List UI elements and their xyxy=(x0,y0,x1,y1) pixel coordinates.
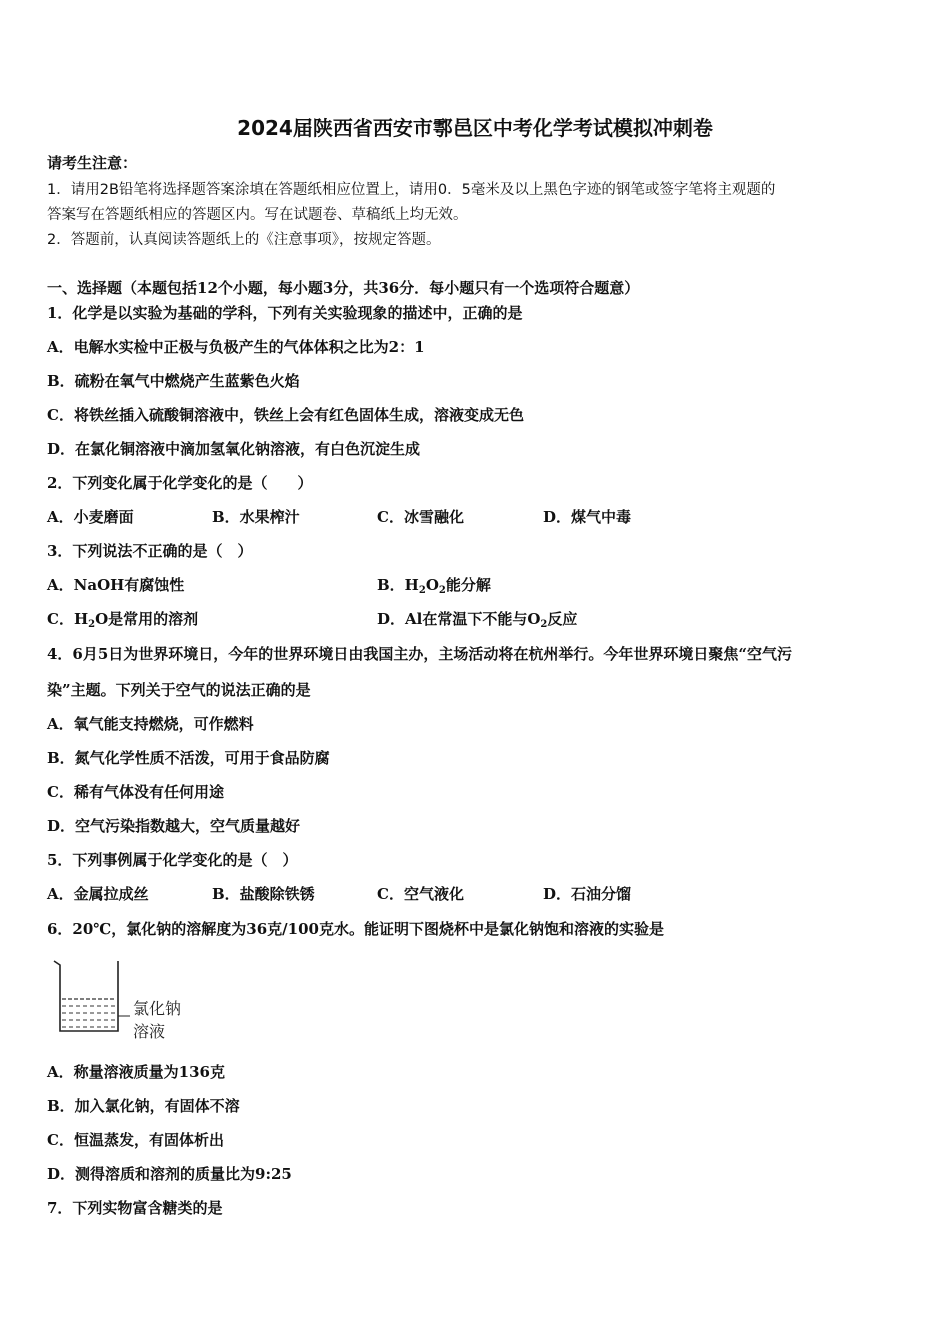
q3-option-d: D．Al在常温下不能与$O_2$反应 xyxy=(377,610,578,630)
q5-option-b: B．盐酸除铁锈 xyxy=(212,885,315,903)
q5-option-c: C．空气液化 xyxy=(377,885,464,903)
q4-stem-line1: 4．6月5日为世界环境日，今年的世界环境日由我国主办，主场活动将在杭州举行。今年世界环境日聚焦“空气污 xyxy=(47,645,792,663)
beaker-label-1: 氯化钠 xyxy=(133,999,182,1018)
notice-line-2: 2．答题前，认真阅读答题纸上的《注意事项》，按规定答题。 xyxy=(47,232,441,248)
q6-option-c: C．恒温蒸发，有固体析出 xyxy=(47,1131,224,1149)
q5-stem: 5．下列事例属于化学变化的是（ ） xyxy=(47,851,298,869)
section-heading: 一、选择题（本题包括12个小题，每小题3分，共36分．每小题只有一个选项符合题意） xyxy=(47,279,640,297)
q2-option-a: A．小麦磨面 xyxy=(47,508,134,526)
q1-option-d: D．在氯化铜溶液中滴加氢氧化钠溶液，有白色沉淀生成 xyxy=(47,440,421,458)
notice-line-1a: 1．请用2B铅笔将选择题答案涂填在答题纸相应位置上，请用0．5毫米及以上黑色字迹的钢笔或签字笔将主观题的 xyxy=(47,182,776,198)
q7-stem: 7．下列实物富含糖类的是 xyxy=(47,1199,223,1217)
q4-option-d: D．空气污染指数越大，空气质量越好 xyxy=(47,817,301,835)
q5-option-a: A．金属拉成丝 xyxy=(47,885,149,903)
q1-stem: 1．化学是以实验为基础的学科，下列有关实验现象的描述中，正确的是 xyxy=(47,304,523,322)
q6-option-a: A．称量溶液质量为136克 xyxy=(47,1063,225,1081)
exam-title: 2024届陕西省西安市鄠邑区中考化学考试模拟冲刺卷 xyxy=(237,116,713,140)
q2-stem: 2．下列变化属于化学变化的是（ ） xyxy=(47,474,313,492)
q3-option-b: B．$H_2O_2$能分解 xyxy=(377,576,491,596)
q2-option-d: D．煤气中毒 xyxy=(543,508,632,526)
q6-option-b: B．加入氯化钠，有固体不溶 xyxy=(47,1097,240,1115)
q5-option-d: D．石油分馏 xyxy=(543,885,632,903)
q6-stem: 6．20℃，氯化钠的溶解度为36克/100克水。能证明下图烧杯中是氯化钠饱和溶液的实验是 xyxy=(47,920,664,938)
q2-option-c: C．冰雪融化 xyxy=(377,508,464,526)
notice-heading: 请考生注意： xyxy=(47,154,138,172)
q4-stem-line2: 染”主题。下列关于空气的说法正确的是 xyxy=(47,681,311,699)
q4-option-a: A．氧气能支持燃烧，可作燃料 xyxy=(47,715,254,733)
beaker-figure xyxy=(48,955,133,1037)
q3-option-c: C．$H_2O$是常用的溶剂 xyxy=(47,610,199,630)
q4-option-b: B．氮气化学性质不活泼，可用于食品防腐 xyxy=(47,749,330,767)
notice-line-1b: 答案写在答题纸相应的答题区内。写在试题卷、草稿纸上均无效。 xyxy=(47,207,468,223)
q2-option-b: B．水果榨汁 xyxy=(212,508,300,526)
q1-option-b: B．硫粉在氧气中燃烧产生蓝紫色火焰 xyxy=(47,372,300,390)
q1-option-a: A．电解水实检中正极与负极产生的气体体积之比为2：1 xyxy=(47,338,425,356)
q6-option-d: D．测得溶质和溶剂的质量比为9:25 xyxy=(47,1165,292,1183)
q1-option-c: C．将铁丝插入硫酸铜溶液中，铁丝上会有红色固体生成，溶液变成无色 xyxy=(47,406,524,424)
q3-stem: 3．下列说法不正确的是（ ） xyxy=(47,542,253,560)
q4-option-c: C．稀有气体没有任何用途 xyxy=(47,783,224,801)
beaker-label-2: 溶液 xyxy=(133,1022,166,1041)
q3-option-a: A．NaOH有腐蚀性 xyxy=(47,576,185,594)
